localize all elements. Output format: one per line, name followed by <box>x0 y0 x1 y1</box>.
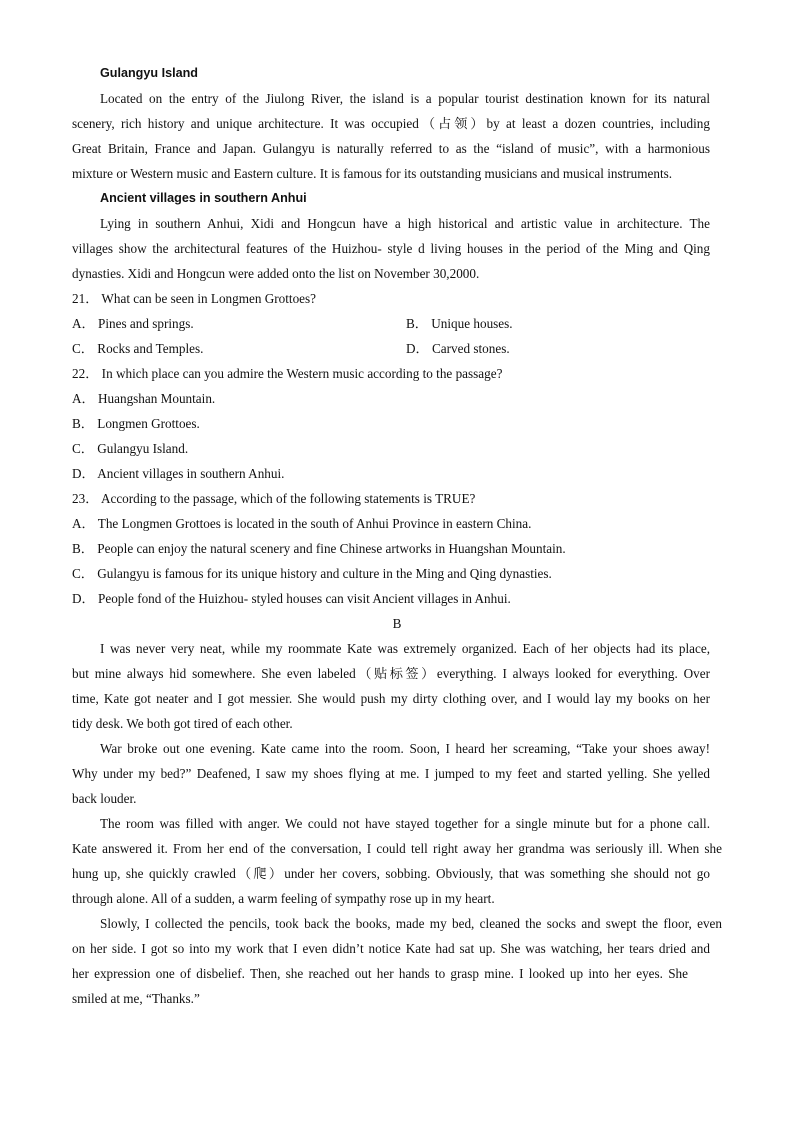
text-line: Why under my bed?” Deafened, I saw my shoes flying at me. I jumped to my feet and started yelling. She yelled <box>72 766 710 781</box>
question-22-stem: 22． In which place can you admire the Western music according to the passage? <box>72 366 503 381</box>
text-line: dynasties. Xidi and Hongcun were added onto the list on November 30,2000. <box>72 266 480 281</box>
text-line: Kate answered it. From her end of the conversation, I could tell right away her grandma was seriously ill. When she <box>72 841 722 856</box>
text-line: but mine always hid somewhere. She even labeled（贴标签）everything. I always looked for everything. Over <box>72 666 710 681</box>
section-title-anhui: Ancient villages in southern Anhui <box>100 191 307 205</box>
text-line: her expression one of disbelief. Then, she reached out her hands to grasp mine. I looked up into her eyes. She <box>72 966 688 981</box>
question-22-option-d: D． Ancient villages in southern Anhui. <box>72 466 285 481</box>
question-22-option-b: B． Longmen Grottoes. <box>72 416 200 431</box>
question-22-option-c: C． Gulangyu Island. <box>72 441 189 456</box>
text-line: mixture or Western music and Eastern culture. It is famous for its outstanding musicians and musical instruments. <box>72 166 673 181</box>
text-line: on her side. I got so into my work that I even didn’t notice Kate had sat up. She was watching, her tears dried and <box>72 941 710 956</box>
passage-b-label: B <box>392 616 402 631</box>
text-line: through alone. All of a sudden, a warm feeling of sympathy rose up in my heart. <box>72 891 495 906</box>
text-line: The room was filled with anger. We could not have stayed together for a single minute but for a phone call. <box>100 816 710 831</box>
text-line: Located on the entry of the Jiulong River, the island is a popular tourist destination known for its natural <box>100 91 710 106</box>
question-21-stem: 21． What can be seen in Longmen Grottoes? <box>72 291 317 306</box>
question-23-option-c: C． Gulangyu is famous for its unique history and culture in the Ming and Qing dynasties. <box>72 566 552 581</box>
text-line: time, Kate got neater and I got messier. She would push my dirty clothing over, and I would lay my books on her <box>72 691 710 706</box>
text-line: Slowly, I collected the pencils, took back the books, made my bed, cleaned the socks and swept the floor, even <box>100 916 722 931</box>
text-line: tidy desk. We both got tired of each other. <box>72 716 293 731</box>
text-line: scenery, rich history and unique architecture. It was occupied（占领）by at least a dozen countries, including <box>72 116 710 131</box>
question-22-option-a: A． Huangshan Mountain. <box>72 391 216 406</box>
section-title-gulangyu: Gulangyu Island <box>100 66 198 80</box>
question-21-option-c: C． Rocks and Temples. <box>72 341 204 356</box>
question-23-option-d: D． People fond of the Huizhou- styled houses can visit Ancient villages in Anhui. <box>72 591 511 606</box>
question-21-option-b: B． Unique houses. <box>406 316 513 331</box>
text-line: War broke out one evening. Kate came into the room. Soon, I heard her screaming, “Take your shoes away! <box>100 741 710 756</box>
question-23-stem: 23． According to the passage, which of the following statements is TRUE? <box>72 491 476 506</box>
text-line: back louder. <box>72 791 137 806</box>
text-line: I was never very neat, while my roommate Kate was extremely organized. Each of her objects had its place, <box>100 641 710 656</box>
text-line: smiled at me, “Thanks.” <box>72 991 200 1006</box>
text-line: Great Britain, France and Japan. Gulangyu is naturally referred to as the “island of music”, with a harmonious <box>72 141 710 156</box>
text-line: villages show the architectural features of the Huizhou- style d living houses in the period of the Ming and Qing <box>72 241 710 256</box>
question-21-option-d: D． Carved stones. <box>406 341 510 356</box>
question-23-option-b: B． People can enjoy the natural scenery and fine Chinese artworks in Huangshan Mountain. <box>72 541 566 556</box>
question-21-option-a: A． Pines and springs. <box>72 316 194 331</box>
question-23-option-a: A． The Longmen Grottoes is located in the south of Anhui Province in eastern China. <box>72 516 532 531</box>
text-line: Lying in southern Anhui, Xidi and Hongcun have a high historical and artistic value in architecture. The <box>100 216 710 231</box>
text-line: hung up, she quickly crawled（爬）under her covers, sobbing. Obviously, that was something she should not go <box>72 866 710 881</box>
